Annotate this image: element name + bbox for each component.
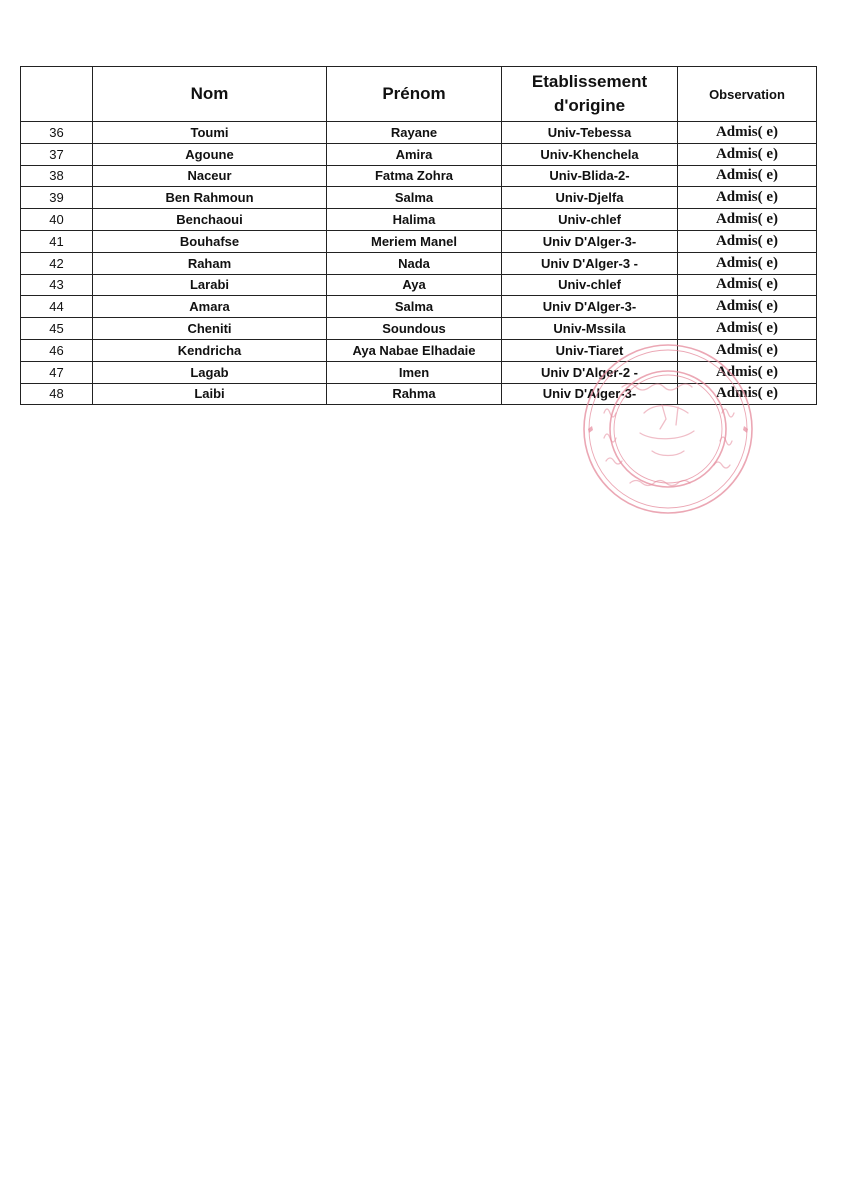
row-observation: Admis( e) [678, 296, 817, 318]
row-number: 37 [21, 143, 93, 165]
row-prenom: Aya Nabae Elhadaie [327, 339, 502, 361]
row-etablissement: Univ D'Alger-2 - [502, 361, 678, 383]
row-nom: Cheniti [93, 318, 327, 340]
row-etablissement: Univ D'Alger-3- [502, 230, 678, 252]
header-etablissement-line2: d'origine [553, 96, 626, 115]
row-number: 47 [21, 361, 93, 383]
results-table-container [20, 66, 816, 405]
row-observation: Admis( e) [678, 187, 817, 209]
header-row [21, 67, 817, 122]
row-etablissement: Univ-Tebessa [502, 122, 678, 144]
row-observation: Admis( e) [678, 274, 817, 296]
row-observation: Admis( e) [678, 318, 817, 340]
row-nom: Larabi [93, 274, 327, 296]
row-nom: Naceur [93, 165, 327, 187]
row-observation: Admis( e) [678, 230, 817, 252]
row-etablissement: Univ D'Alger-3 - [502, 252, 678, 274]
table-row [21, 383, 817, 405]
table-row [21, 252, 817, 274]
row-etablissement: Univ D'Alger-3- [502, 383, 678, 405]
row-observation: Admis( e) [678, 143, 817, 165]
row-prenom: Rahma [327, 383, 502, 405]
row-observation: Admis( e) [678, 361, 817, 383]
row-number: 48 [21, 383, 93, 405]
row-prenom: Aya [327, 274, 502, 296]
row-prenom: Meriem Manel [327, 230, 502, 252]
table-row [21, 318, 817, 340]
table-row [21, 187, 817, 209]
header-prenom: Prénom [327, 67, 502, 122]
row-nom: Toumi [93, 122, 327, 144]
row-nom: Amara [93, 296, 327, 318]
row-prenom: Nada [327, 252, 502, 274]
table-body [21, 122, 817, 405]
table-row [21, 230, 817, 252]
row-nom: Agoune [93, 143, 327, 165]
row-observation: Admis( e) [678, 252, 817, 274]
table-row [21, 143, 817, 165]
row-number: 36 [21, 122, 93, 144]
results-table [20, 66, 817, 405]
row-number: 42 [21, 252, 93, 274]
row-number: 45 [21, 318, 93, 340]
row-nom: Laibi [93, 383, 327, 405]
row-observation: Admis( e) [678, 383, 817, 405]
row-etablissement: Univ-Mssila [502, 318, 678, 340]
row-observation: Admis( e) [678, 122, 817, 144]
row-etablissement: Univ-Blida-2- [502, 165, 678, 187]
row-prenom: Amira [327, 143, 502, 165]
row-nom: Bouhafse [93, 230, 327, 252]
row-etablissement: Univ-Djelfa [502, 187, 678, 209]
row-number: 44 [21, 296, 93, 318]
row-etablissement: Univ-chlef [502, 274, 678, 296]
table-row [21, 209, 817, 231]
row-etablissement: Univ-Khenchela [502, 143, 678, 165]
table-row [21, 296, 817, 318]
table-row [21, 165, 817, 187]
header-etablissement [502, 67, 678, 122]
row-number: 39 [21, 187, 93, 209]
row-prenom: Rayane [327, 122, 502, 144]
row-nom: Raham [93, 252, 327, 274]
row-nom: Ben Rahmoun [93, 187, 327, 209]
table-row [21, 361, 817, 383]
row-observation: Admis( e) [678, 339, 817, 361]
row-number: 40 [21, 209, 93, 231]
row-nom: Kendricha [93, 339, 327, 361]
row-number: 41 [21, 230, 93, 252]
row-observation: Admis( e) [678, 165, 817, 187]
header-nom: Nom [93, 67, 327, 122]
row-nom: Lagab [93, 361, 327, 383]
header-number [21, 67, 93, 122]
row-etablissement: Univ D'Alger-3- [502, 296, 678, 318]
header-observation: Observation [678, 67, 817, 122]
table-row [21, 122, 817, 144]
table-header [21, 67, 817, 122]
row-observation: Admis( e) [678, 209, 817, 231]
row-number: 38 [21, 165, 93, 187]
table-row [21, 339, 817, 361]
row-prenom: Fatma Zohra [327, 165, 502, 187]
row-prenom: Salma [327, 296, 502, 318]
row-prenom: Imen [327, 361, 502, 383]
header-etablissement-line1: Etablissement [531, 72, 648, 91]
row-etablissement: Univ-Tiaret [502, 339, 678, 361]
row-prenom: Salma [327, 187, 502, 209]
row-prenom: Soundous [327, 318, 502, 340]
row-number: 43 [21, 274, 93, 296]
row-etablissement: Univ-chlef [502, 209, 678, 231]
row-number: 46 [21, 339, 93, 361]
row-nom: Benchaoui [93, 209, 327, 231]
row-prenom: Halima [327, 209, 502, 231]
table-row [21, 274, 817, 296]
